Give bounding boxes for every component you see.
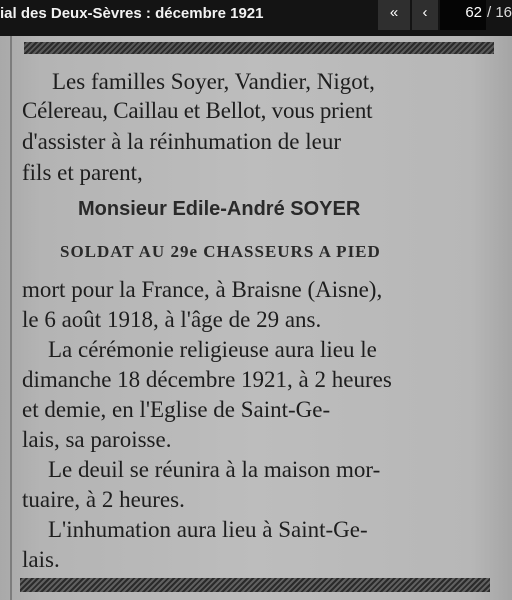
deceased-name: Monsieur Edile-André SOYER (78, 198, 361, 220)
bottom-ornament-rule (20, 578, 490, 592)
page-total-label: / 16 (487, 4, 512, 21)
notice-line: lais, sa paroisse. (22, 427, 172, 452)
top-ornament-rule (24, 42, 494, 54)
notice-line: d'assister à la réinhumation de leur (22, 129, 342, 154)
notice-line: Les familles Soyer, Vandier, Nigot, (52, 69, 375, 94)
notice-line: Le deuil se réunira à la maison mor- (48, 457, 381, 482)
deceased-rank: SOLDAT AU 29e CHASSEURS A PIED (60, 242, 381, 261)
document-title: ial des Deux-Sèvres : décembre 1921 (0, 5, 264, 22)
notice-line: mort pour la France, à Braisne (Aisne), (22, 277, 383, 302)
notice-line: le 6 août 1918, à l'âge de 29 ans. (22, 307, 322, 332)
scanned-page (0, 36, 512, 600)
viewer-toolbar (0, 0, 512, 36)
page-number-input[interactable]: 62 (440, 0, 486, 30)
first-page-button[interactable]: « (378, 0, 410, 30)
column-divider (10, 36, 12, 600)
notice-line: tuaire, à 2 heures. (22, 487, 185, 512)
notice-line: La cérémonie religieuse aura lieu le (48, 337, 377, 362)
notice-line: fils et parent, (22, 160, 143, 185)
notice-line: lais. (22, 547, 60, 572)
notice-line: et demie, en l'Eglise de Saint-Ge- (22, 397, 331, 422)
notice-line: Célereau, Caillau et Bellot, vous prient (22, 98, 373, 123)
notice-line: L'inhumation aura lieu à Saint-Ge- (48, 517, 368, 542)
notice-line: dimanche 18 décembre 1921, à 2 heures (22, 367, 392, 392)
previous-page-button[interactable]: ‹ (412, 0, 438, 30)
